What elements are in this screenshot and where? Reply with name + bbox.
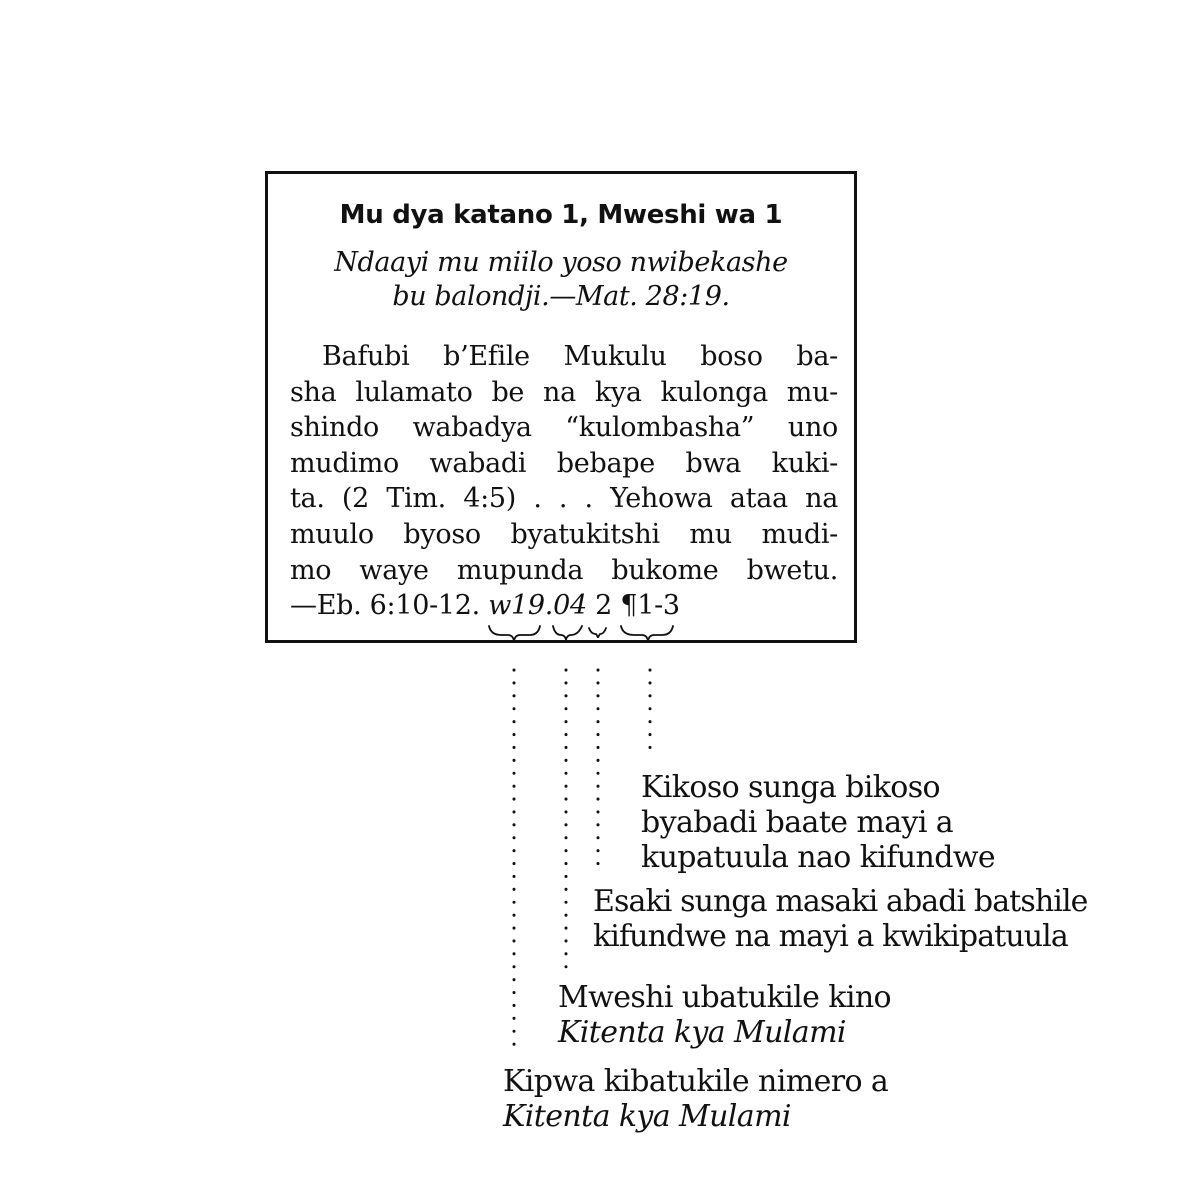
body-line: shindo wabadya “kulombasha” uno [290, 412, 838, 444]
callout-line: Kikoso sunga bikoso [641, 770, 941, 805]
article-number: 2 [595, 590, 613, 622]
callout-month [558, 980, 891, 1050]
body-line: muulo byoso byatukitshi mu mudi- [290, 518, 838, 550]
magazine-title: Kitenta kya Mulami [503, 1099, 791, 1134]
callout-paragraphs [641, 770, 995, 875]
scripture-citation: —Eb. 6:10-12. [290, 590, 489, 622]
callout-line: Kipwa kibatukile nimero a [503, 1064, 889, 1099]
callout-line: kifundwe na mayi a kwikipatuula [593, 919, 1068, 954]
callout-line: kupatuula nao kifundwe [641, 840, 996, 875]
body-line: sha lulamato be na kya kulonga mu- [290, 376, 838, 408]
body-line: mudimo wabadi bebape bwa kuki- [290, 447, 838, 479]
brace-article [589, 628, 606, 638]
brace-paragraphs [621, 626, 673, 641]
magazine-title: Kitenta kya Mulami [558, 1015, 846, 1050]
callout-line: Esaki sunga masaki abadi batshile [593, 884, 1088, 919]
date-heading: Mu dya katano 1, Mweshi wa 1 [339, 200, 783, 230]
body-line: mo waye mupunda bukome bwetu. [290, 554, 838, 586]
brace-publication-year [489, 626, 540, 641]
brace-publication-month [553, 626, 582, 640]
callout-line: byabadi baate mayi a [641, 805, 954, 840]
theme-line-1: Ndaayi mu miilo yoso nwibekashe [334, 247, 788, 278]
body-line: ta. (2 Tim. 4:5) . . . Yehowa ataa na [290, 483, 838, 515]
theme-line-2: bu balondji.—Mat. 28:19. [392, 281, 730, 312]
callout-line: Mweshi ubatukile kino [558, 980, 892, 1015]
paragraph-range: ¶1-3 [620, 590, 680, 622]
callout-year [503, 1064, 888, 1134]
publication-code: w19.04 [488, 590, 587, 622]
callout-article [593, 884, 1088, 954]
body-line: Bafubi b’Efile Mukulu boso ba- [322, 341, 838, 372]
